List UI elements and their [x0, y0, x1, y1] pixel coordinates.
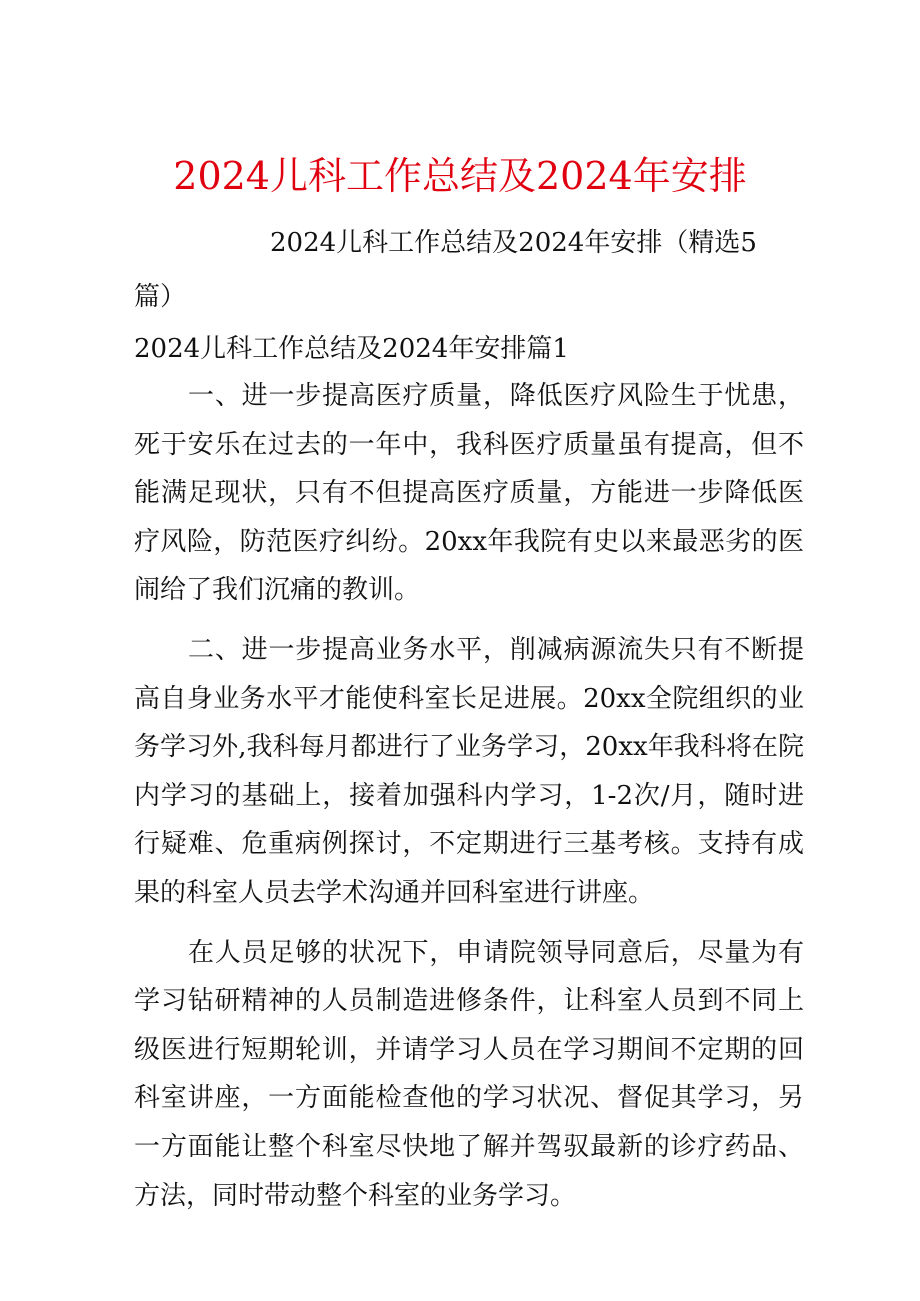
section-heading: 2024儿科工作总结及2024年安排篇1 — [134, 334, 569, 364]
paragraph-2: 二、进一步提高业务水平，削减病源流失只有不断提高自身业务水平才能使科室长足进展。20xx全院组织的业务学习外,我科每月都进行了业务学习，20xx年我科将在院内学习的基础上，接着加强科内学习，1-2次/月，随时进行疑难、危重病例探讨，不定期进行三基考核。支持有成果的科室人员去学术沟通并回科室进行讲座。 — [134, 634, 804, 908]
document-title: 2024儿科工作总结及2024年安排 — [173, 154, 747, 198]
document-subtitle: 2024儿科工作总结及2024年安排（精选5篇） — [134, 228, 757, 312]
body-text — [134, 372, 804, 1231]
paragraph-1: 一、进一步提高医疗质量，降低医疗风险生于忧患，死于安乐在过去的一年中，我科医疗质量虽有提高，但不能满足现状，只有不但提高医疗质量，方能进一步降低医疗风险，防范医疗纠纷。20xx年我院有史以来最恶劣的医闹给了我们沉痛的教训。 — [134, 381, 804, 606]
paragraph-3: 在人员足够的状况下，申请院领导同意后，尽量为有学习钻研精神的人员制造进修条件，让科室人员到不同上级医进行短期轮训，并请学习人员在学习期间不定期的回科室讲座，一方面能检查他的学习状况、督促其学习，另一方面能让整个科室尽快地了解并驾驭最新的诊疗药品、方法，同时带动整个科室的业务学习。 — [134, 937, 804, 1211]
